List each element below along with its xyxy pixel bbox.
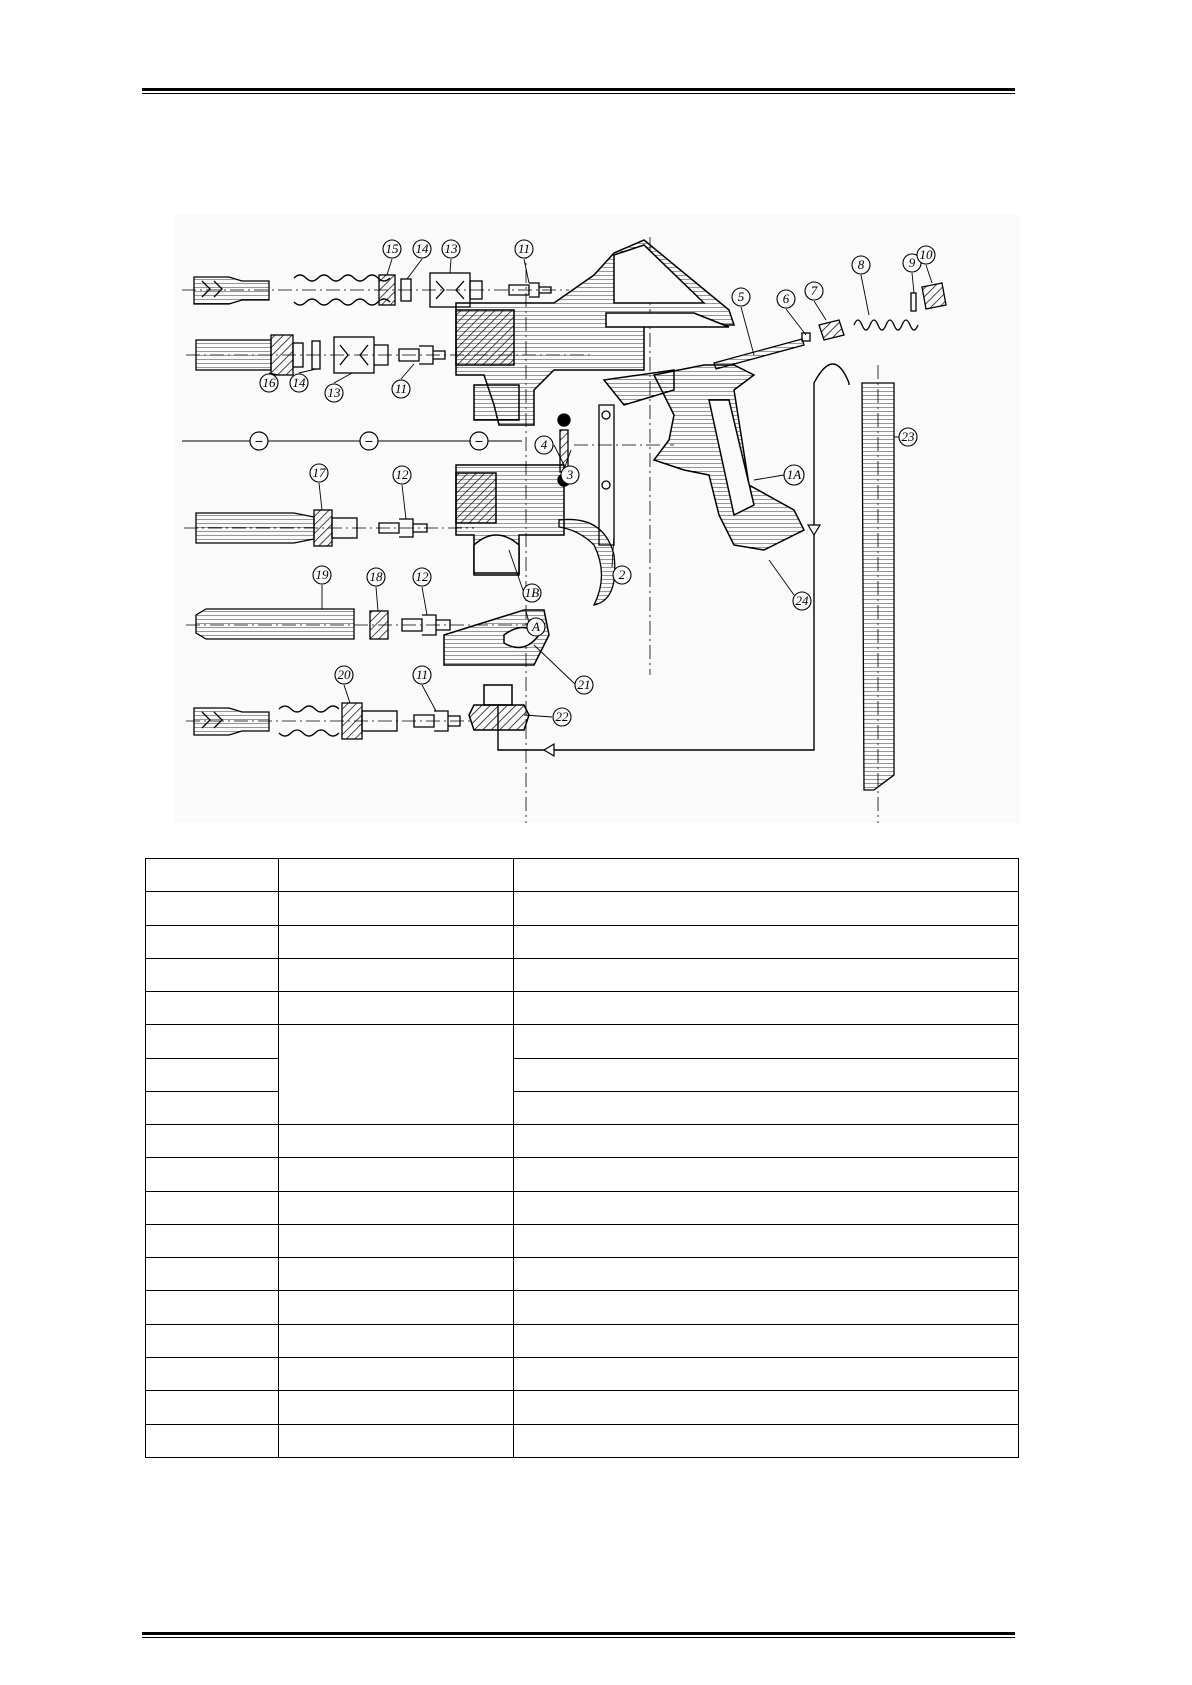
svg-text:7: 7	[810, 283, 818, 298]
parts-table	[145, 858, 1019, 1458]
table-cell	[279, 1324, 514, 1357]
callout-4	[535, 436, 553, 454]
svg-text:13: 13	[444, 241, 458, 256]
table-row	[146, 958, 1019, 991]
callout-11-top	[515, 240, 533, 258]
table-cell	[146, 1191, 279, 1224]
table-cell	[279, 1258, 514, 1291]
table-cell	[279, 958, 514, 991]
merged-cell	[279, 1025, 514, 1125]
svg-text:17: 17	[312, 465, 326, 480]
table-cell	[514, 1424, 1019, 1457]
table-cell	[146, 1424, 279, 1457]
table-cell	[514, 892, 1019, 925]
table-cell	[514, 1324, 1019, 1357]
table-row	[146, 892, 1019, 925]
table-row	[146, 1058, 1019, 1091]
svg-text:16: 16	[262, 375, 276, 390]
table-cell	[514, 859, 1019, 892]
table-cell	[279, 1391, 514, 1424]
table-row	[146, 859, 1019, 892]
callout-5	[732, 288, 750, 306]
callout-1b	[523, 584, 541, 602]
callout-20	[335, 666, 353, 684]
table-cell	[279, 992, 514, 1025]
callout-11-mid	[392, 380, 410, 398]
table-cell	[146, 1091, 279, 1124]
table-cell	[146, 1291, 279, 1324]
table-cell	[514, 1091, 1019, 1124]
table-cell	[146, 1258, 279, 1291]
svg-text:1B: 1B	[524, 585, 540, 600]
table-row	[146, 1191, 1019, 1224]
table-cell	[146, 958, 279, 991]
table-cell	[279, 859, 514, 892]
table-row	[146, 1025, 1019, 1058]
table-row	[146, 1091, 1019, 1124]
table-row	[146, 1125, 1019, 1158]
svg-text:−: −	[254, 433, 264, 449]
callout-24	[793, 592, 811, 610]
callout-17	[310, 464, 328, 482]
callout-16	[260, 374, 278, 392]
table-cell	[279, 925, 514, 958]
svg-text:11: 11	[415, 667, 429, 682]
callout-11-low	[413, 666, 431, 684]
callout-22	[553, 708, 571, 726]
table-cell	[279, 1291, 514, 1324]
table-cell	[146, 925, 279, 958]
svg-text:13: 13	[327, 385, 341, 400]
svg-text:3: 3	[566, 467, 574, 482]
svg-text:20: 20	[337, 667, 351, 682]
table-row	[146, 1357, 1019, 1390]
table-cell	[514, 992, 1019, 1025]
table-cell	[146, 1357, 279, 1390]
callout-19	[313, 566, 331, 584]
table-cell	[146, 859, 279, 892]
table-cell	[146, 1224, 279, 1257]
callout-7	[805, 282, 823, 300]
callout-2	[613, 566, 631, 584]
svg-text:−: −	[364, 433, 374, 449]
callout-14-mid	[290, 374, 308, 392]
svg-text:18: 18	[369, 569, 383, 584]
svg-text:10: 10	[919, 247, 933, 262]
table-row	[146, 1424, 1019, 1457]
svg-text:9: 9	[908, 255, 916, 270]
callout-12-mid	[393, 466, 411, 484]
table-cell	[279, 1357, 514, 1390]
table-cell	[514, 1058, 1019, 1091]
table-cell	[514, 1224, 1019, 1257]
section-marker-1	[250, 432, 268, 450]
svg-text:A: A	[532, 619, 540, 634]
table-cell	[514, 1158, 1019, 1191]
table-cell	[514, 1291, 1019, 1324]
table-row	[146, 1291, 1019, 1324]
callout-1a	[784, 465, 804, 485]
svg-text:12: 12	[415, 569, 429, 584]
callout-13-mid	[325, 384, 343, 402]
svg-text:23: 23	[901, 429, 915, 444]
table-cell	[514, 1125, 1019, 1158]
table-cell	[279, 1158, 514, 1191]
table-cell	[514, 1357, 1019, 1390]
table-cell	[514, 958, 1019, 991]
table-cell	[146, 892, 279, 925]
table-cell	[279, 892, 514, 925]
table-row	[146, 992, 1019, 1025]
callout-3	[561, 466, 579, 484]
table-row	[146, 925, 1019, 958]
svg-text:19: 19	[315, 567, 329, 582]
callout-a	[527, 618, 545, 636]
svg-text:5: 5	[737, 289, 745, 304]
table-row	[146, 1391, 1019, 1424]
table-cell	[514, 1258, 1019, 1291]
table-cell	[279, 1424, 514, 1457]
callout-15	[383, 240, 401, 258]
svg-text:11: 11	[394, 381, 408, 396]
section-marker-2	[360, 432, 378, 450]
svg-text:22: 22	[555, 709, 569, 724]
table-cell	[146, 1324, 279, 1357]
svg-text:14: 14	[415, 241, 429, 256]
svg-text:14: 14	[292, 375, 306, 390]
air-tube	[862, 365, 894, 823]
table-cell	[279, 1125, 514, 1158]
svg-text:24: 24	[795, 593, 809, 608]
exploded-parts-diagram	[174, 215, 1020, 823]
callout-18	[367, 568, 385, 586]
callout-6	[777, 290, 795, 308]
table-cell	[514, 1025, 1019, 1058]
table-cell	[514, 1191, 1019, 1224]
callout-8	[852, 256, 870, 274]
table-row	[146, 1158, 1019, 1191]
svg-text:15: 15	[385, 241, 399, 256]
table-cell	[514, 1391, 1019, 1424]
svg-text:2: 2	[618, 567, 626, 582]
svg-text:11: 11	[517, 241, 531, 256]
table-cell	[146, 1025, 279, 1058]
table-cell	[146, 1391, 279, 1424]
footer-rule	[142, 1632, 1015, 1635]
table-row	[146, 1258, 1019, 1291]
svg-text:6: 6	[782, 291, 790, 306]
section-marker-3	[470, 432, 488, 450]
svg-text:12: 12	[395, 467, 409, 482]
table-row	[146, 1324, 1019, 1357]
table-cell	[146, 1158, 279, 1191]
callout-13-top	[442, 240, 460, 258]
table-cell	[279, 1224, 514, 1257]
svg-text:8: 8	[857, 257, 865, 272]
callout-21	[575, 676, 593, 694]
table-cell	[279, 1191, 514, 1224]
table-row	[146, 1224, 1019, 1257]
svg-text:21: 21	[577, 677, 591, 692]
callout-12-low	[413, 568, 431, 586]
callout-23	[899, 428, 917, 446]
table-cell	[146, 1058, 279, 1091]
callout-10	[917, 246, 935, 264]
callout-14-top	[413, 240, 431, 258]
svg-text:1A: 1A	[786, 467, 802, 482]
table-cell	[514, 925, 1019, 958]
svg-text:−: −	[474, 433, 484, 449]
diagram-svg	[174, 215, 1020, 823]
table-cell	[146, 992, 279, 1025]
header-rule	[142, 88, 1015, 91]
table-cell	[146, 1125, 279, 1158]
svg-text:4: 4	[540, 437, 548, 452]
